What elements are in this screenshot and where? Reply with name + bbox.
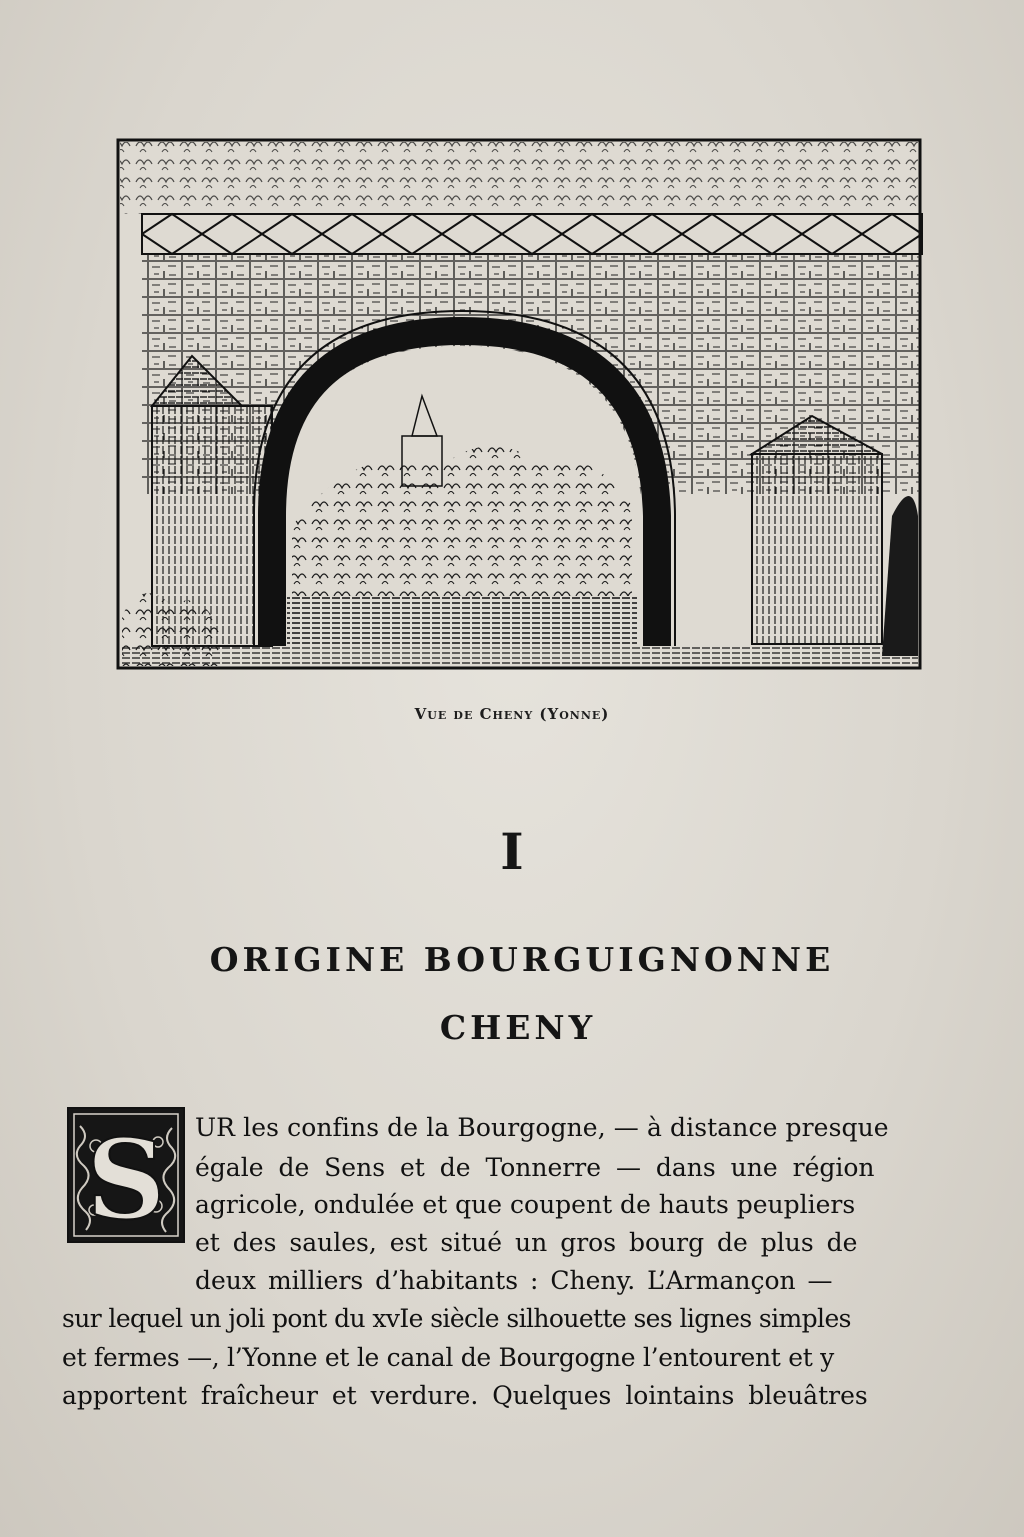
body-line-5: deux milliers d’habitants : Cheny. L’Armançon — [195, 1266, 833, 1295]
body-line-7: et fermes —, l’Yonne et le canal de Bourgogne l’entourent et y [62, 1343, 834, 1372]
dropcap-letter: S [86, 1115, 166, 1244]
chapter-number: I [500, 822, 524, 881]
chapter-subtitle: CHENY [439, 1008, 597, 1047]
body-line-8: apportent fraîcheur et verdure. Quelques lointains bleuâtres [62, 1381, 868, 1410]
dropcap-ornament [66, 1106, 186, 1244]
bridge-illustration [112, 136, 928, 680]
body-line-1: UR les confins de la Bourgogne, — à distance presque [195, 1113, 889, 1142]
chapter-title: ORIGINE BOURGUIGNONNE [209, 940, 835, 979]
body-line-4: et des saules, est situé un gros bourg de plus de [195, 1228, 858, 1257]
body-line-3: agricole, ondulée et que coupent de hauts peupliers [195, 1190, 856, 1219]
body-line-6: sur lequel un joli pont du xvIe siècle silhouette ses lignes simples [62, 1304, 851, 1333]
illustration-caption: Vue de Cheny (Yonne) [414, 705, 610, 723]
body-line-2: égale de Sens et de Tonnerre — dans une région [195, 1153, 875, 1182]
